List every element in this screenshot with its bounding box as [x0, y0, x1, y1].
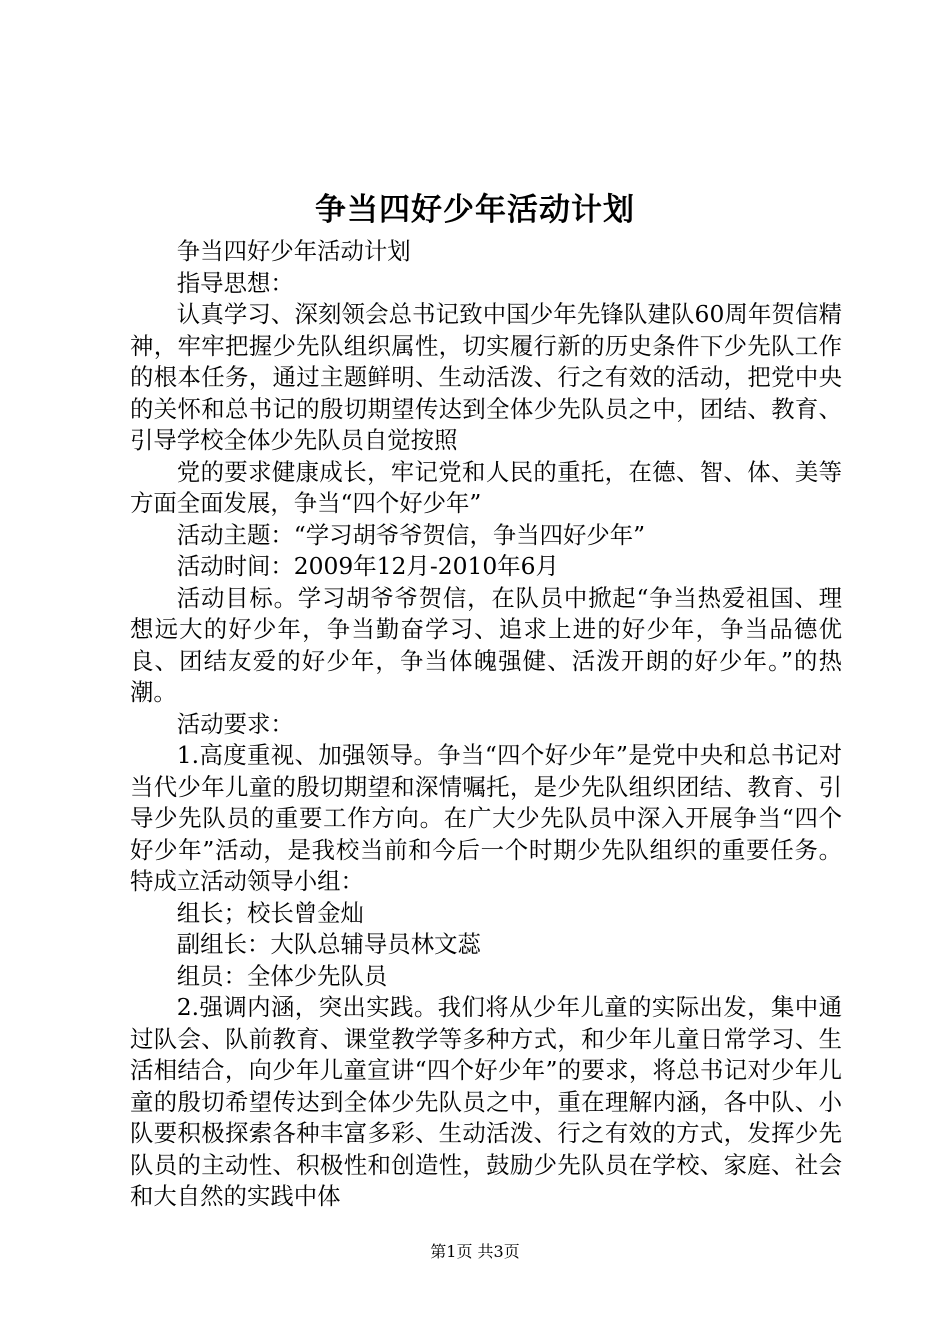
paragraph-requirement-1: 1.高度重视、加强领导。争当“四个好少年”是党中央和总书记对当代少年儿童的殷切期望和深情嘱托，是少先队组织团结、教育、引导少先队员的重要工作方向。在广大少先队员中深入开展争当“四个好少年”活动，是我校当前和今后一个时期少先队组织的重要任务。特成立活动领导小组： — [130, 741, 842, 895]
paragraph-heading-repeat: 争当四好少年活动计划 — [176, 237, 411, 265]
paragraph-requirement-2: 2.强调内涵，突出实践。我们将从少年儿童的实际出发，集中通过队会、队前教育、课堂教学等多种方式，和少年儿童日常学习、生活相结合，向少年儿童宣讲“四个好少年”的要求，将总书记对少年儿童的殷切希望传达到全体少先队员之中，重在理解内涵，各中队、小队要积极探索各种丰富多彩、生动活泼、行之有效的方式，发挥少先队员的主动性、积极性和创造性，鼓励少先队员在学校、家庭、社会和大自然的实践中体 — [130, 993, 842, 1210]
paragraph-members: 组员：全体少先队员 — [176, 961, 388, 990]
paragraph-time: 活动时间：2009年12月-2010年6月 — [176, 552, 559, 580]
paragraph-goal: 活动目标。学习胡爷爷贺信，在队员中掀起“争当热爱祖国、理想远大的好少年，争当勤奋学习、追求上进的好少年，争当品德优良、团结友爱的好少年，争当体魄强健、活泼开朗的好少年。”的热潮。 — [130, 583, 842, 706]
paragraph-guiding-label: 指导思想： — [176, 268, 294, 297]
paragraph-requirements-label: 活动要求： — [176, 709, 294, 738]
page-footer: 第1页 共3页 — [430, 1242, 520, 1261]
paragraph-leader: 组长；校长曾金灿 — [176, 898, 364, 927]
paragraph-theme: 活动主题：“学习胡爷爷贺信，争当四好少年” — [176, 520, 646, 549]
document-title: 争当四好少年活动计划 — [315, 192, 635, 228]
paragraph-guiding-text: 认真学习、深刻领会总书记致中国少年先锋队建队60周年贺信精神，牢牢把握少先队组织属性，切实履行新的历史条件下少先队工作的根本任务，通过主题鲜明、生动活泼、行之有效的活动，把党中央的关怀和总书记的殷切期望传达到全体少先队员之中，团结、教育、引导学校全体少先队员自觉按照 — [130, 300, 842, 454]
paragraph-guiding-continued: 党的要求健康成长，牢记党和人民的重托，在德、智、体、美等方面全面发展，争当“四个好少年” — [130, 457, 842, 517]
document-body — [130, 236, 842, 1213]
paragraph-deputy-leader: 副组长：大队总辅导员林文蕊 — [176, 930, 481, 958]
